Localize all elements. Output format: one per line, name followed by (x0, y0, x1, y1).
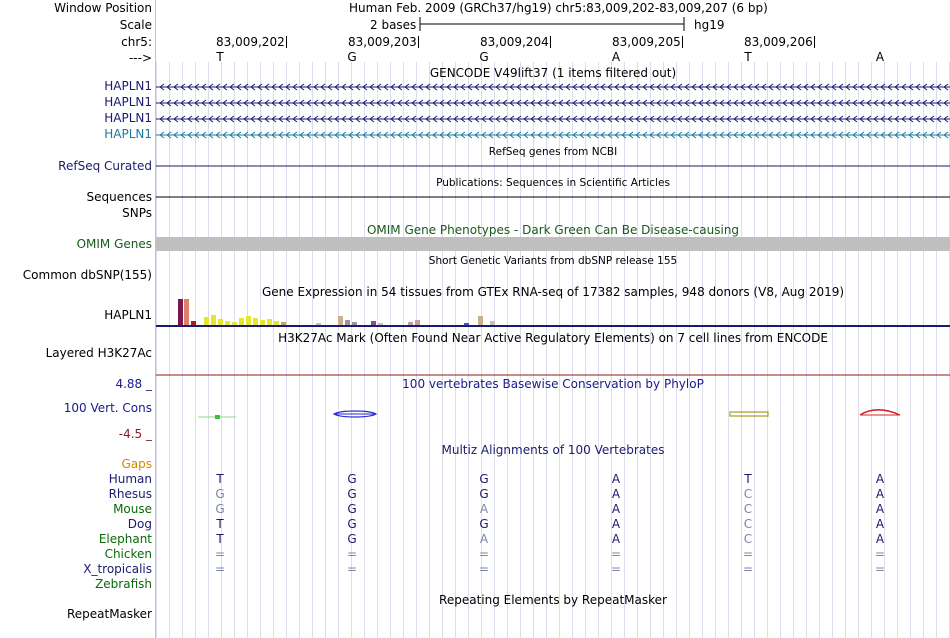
gtex-bar (274, 321, 279, 325)
alignment-base: T (216, 532, 224, 546)
alignment-base: A (611, 517, 621, 531)
gtex-bars (178, 299, 495, 325)
species-chicken: Chicken (104, 547, 152, 561)
alignment-base: G (479, 517, 489, 531)
omim-title[interactable]: OMIM Gene Phenotypes - Dark Green Can Be Disease-causing (366, 223, 740, 237)
species-rhesus: Rhesus (108, 487, 152, 501)
alignment-base: G (347, 502, 357, 516)
gtex-bar (246, 316, 251, 325)
gencode-label-hapln1-3[interactable]: HAPLN1 (104, 111, 152, 125)
h3k27ac-title[interactable]: H3K27Ac Mark (Often Found Near Active Regulatory Elements) on 7 cell lines from ENCODE (278, 331, 828, 345)
alignment-base: G (479, 487, 489, 501)
gaps-label: Gaps (121, 457, 152, 471)
alignment-base: = (214, 562, 226, 576)
gencode-transcripts (156, 84, 950, 138)
refseq-title[interactable]: RefSeq genes from NCBI (488, 146, 618, 158)
window-position-text: Human Feb. 2009 (GRCh37/hg19) chr5:83,009,202-83,009,207 (6 bp) (349, 1, 768, 15)
reference-base: A (875, 50, 885, 64)
alignment-base: = (610, 562, 622, 576)
ruler-tick (286, 36, 287, 48)
gtex-bar (408, 322, 413, 325)
gtex-bar (204, 317, 209, 325)
cons-label[interactable]: 100 Vert. Cons (63, 401, 152, 415)
gtex-bar (225, 321, 230, 325)
gtex-bar (191, 321, 196, 325)
alignment-base: A (611, 487, 621, 501)
alignment-base: = (478, 562, 490, 576)
omim-bar (156, 237, 950, 251)
reference-base: T (744, 50, 752, 64)
sequences-label[interactable]: Sequences (86, 190, 152, 204)
reference-base: G (347, 50, 357, 64)
species-elephant: Elephant (98, 532, 152, 546)
alignment-base: A (479, 532, 489, 546)
ruler-tick (550, 36, 551, 48)
phylop-title[interactable]: 100 vertebrates Basewise Conservation by PhyloP (402, 377, 704, 391)
gtex-bar (415, 320, 420, 325)
ruler-tick-label: 83,009,204 (480, 35, 549, 49)
gtex-bar (178, 299, 183, 325)
snps-label[interactable]: SNPs (122, 206, 152, 220)
gencode-label-hapln1-4[interactable]: HAPLN1 (104, 127, 152, 141)
phylop-marks (198, 410, 900, 419)
gtex-bar (260, 320, 265, 325)
track-area[interactable] (156, 0, 950, 638)
omim-label[interactable]: OMIM Genes (76, 237, 152, 251)
alignment-base: A (875, 532, 885, 546)
alignment-base: T (216, 517, 224, 531)
track-graphics (156, 0, 950, 638)
strand-label: ---> (128, 51, 152, 65)
alignment-base: T (216, 472, 224, 486)
alignment-base: C (743, 502, 753, 516)
alignment-base: = (346, 562, 358, 576)
gtex-bar (345, 320, 350, 325)
alignment-base: A (611, 472, 621, 486)
species-x-tropicalis: X_tropicalis (83, 562, 152, 576)
gtex-title[interactable]: Gene Expression in 54 tissues from GTEx RNA-seq of 17382 samples, 948 donors (V8, Aug 2019) (261, 285, 845, 299)
alignment-base: C (743, 517, 753, 531)
alignment-base: A (875, 472, 885, 486)
gtex-bar (371, 321, 376, 325)
h3k27ac-label[interactable]: Layered H3K27Ac (45, 346, 152, 360)
alignment-base: A (875, 487, 885, 501)
reference-base: G (479, 50, 489, 64)
gtex-bar (338, 316, 343, 325)
gtex-bar (478, 316, 483, 325)
ruler-tick-label: 83,009,205 (612, 35, 681, 49)
reference-base: T (216, 50, 224, 64)
gtex-bar (211, 315, 216, 325)
gtex-bar (218, 319, 223, 325)
alignment-base: T (744, 472, 752, 486)
publications-title[interactable]: Publications: Sequences in Scientific Articles (436, 177, 670, 189)
alignment-base: G (347, 517, 357, 531)
alignment-base: G (479, 472, 489, 486)
scale-bar (420, 17, 684, 31)
alignment-base: = (742, 562, 754, 576)
ruler-tick (814, 36, 815, 48)
gtex-bar (464, 323, 469, 325)
gtex-bar (232, 322, 237, 325)
repeatmasker-title[interactable]: Repeating Elements by RepeatMasker (439, 593, 667, 607)
ruler-tick (682, 36, 683, 48)
alignment-base: = (742, 547, 754, 561)
gtex-bar (239, 318, 244, 325)
alignment-base: A (479, 502, 489, 516)
alignment-base: G (215, 487, 225, 501)
alignment-base: = (478, 547, 490, 561)
repeatmasker-label[interactable]: RepeatMasker (66, 607, 152, 621)
alignment-base: C (743, 487, 753, 501)
gtex-bar (378, 323, 383, 325)
dbsnp-label[interactable]: Common dbSNP(155) (22, 268, 152, 282)
species-mouse: Mouse (113, 502, 152, 516)
gencode-label-hapln1-1[interactable]: HAPLN1 (104, 79, 152, 93)
alignment-base: = (214, 547, 226, 561)
alignment-base: = (874, 547, 886, 561)
alignment-base: G (347, 532, 357, 546)
alignment-base: = (874, 562, 886, 576)
alignment-base: A (875, 502, 885, 516)
assembly-text: hg19 (694, 18, 725, 32)
alignment-base: A (611, 502, 621, 516)
cons-max-label: 4.88 _ (115, 377, 152, 391)
alignment-base: G (215, 502, 225, 516)
window-position-label: Window Position (54, 1, 152, 15)
reference-base: A (611, 50, 621, 64)
gtex-bar (352, 322, 357, 325)
ruler-tick (418, 36, 419, 48)
alignment-base: G (347, 487, 357, 501)
species-dog: Dog (127, 517, 152, 531)
alignment-base: = (346, 547, 358, 561)
species-human: Human (108, 472, 152, 486)
species-zebrafish: Zebrafish (95, 577, 152, 591)
alignment-base: A (611, 532, 621, 546)
alignment-base: = (610, 547, 622, 561)
ruler-tick-label: 83,009,202 (216, 35, 285, 49)
refseq-label[interactable]: RefSeq Curated (58, 159, 152, 173)
multiz-title[interactable]: Multiz Alignments of 100 Vertebrates (441, 443, 665, 457)
gtex-bar (316, 323, 321, 325)
dbsnp-title[interactable]: Short Genetic Variants from dbSNP release 155 (428, 255, 678, 267)
gtex-bar (281, 322, 286, 325)
alignment-base: C (743, 532, 753, 546)
gtex-bar (267, 319, 272, 325)
gencode-title[interactable]: GENCODE V49lift37 (1 items filtered out) (429, 66, 677, 80)
gtex-label[interactable]: HAPLN1 (104, 308, 152, 322)
gtex-bar (184, 299, 189, 325)
gtex-bar (253, 318, 258, 325)
alignment-base: G (347, 472, 357, 486)
scale-label: Scale (119, 18, 152, 32)
alignment-base: A (875, 517, 885, 531)
gencode-label-hapln1-2[interactable]: HAPLN1 (104, 95, 152, 109)
chrom-label: chr5: (121, 35, 152, 49)
ruler-tick-label: 83,009,203 (348, 35, 417, 49)
cons-min-label: -4.5 _ (118, 427, 152, 441)
gtex-bar (490, 321, 495, 325)
scale-bases-text: 2 bases (370, 18, 417, 32)
ruler-tick-label: 83,009,206 (744, 35, 813, 49)
